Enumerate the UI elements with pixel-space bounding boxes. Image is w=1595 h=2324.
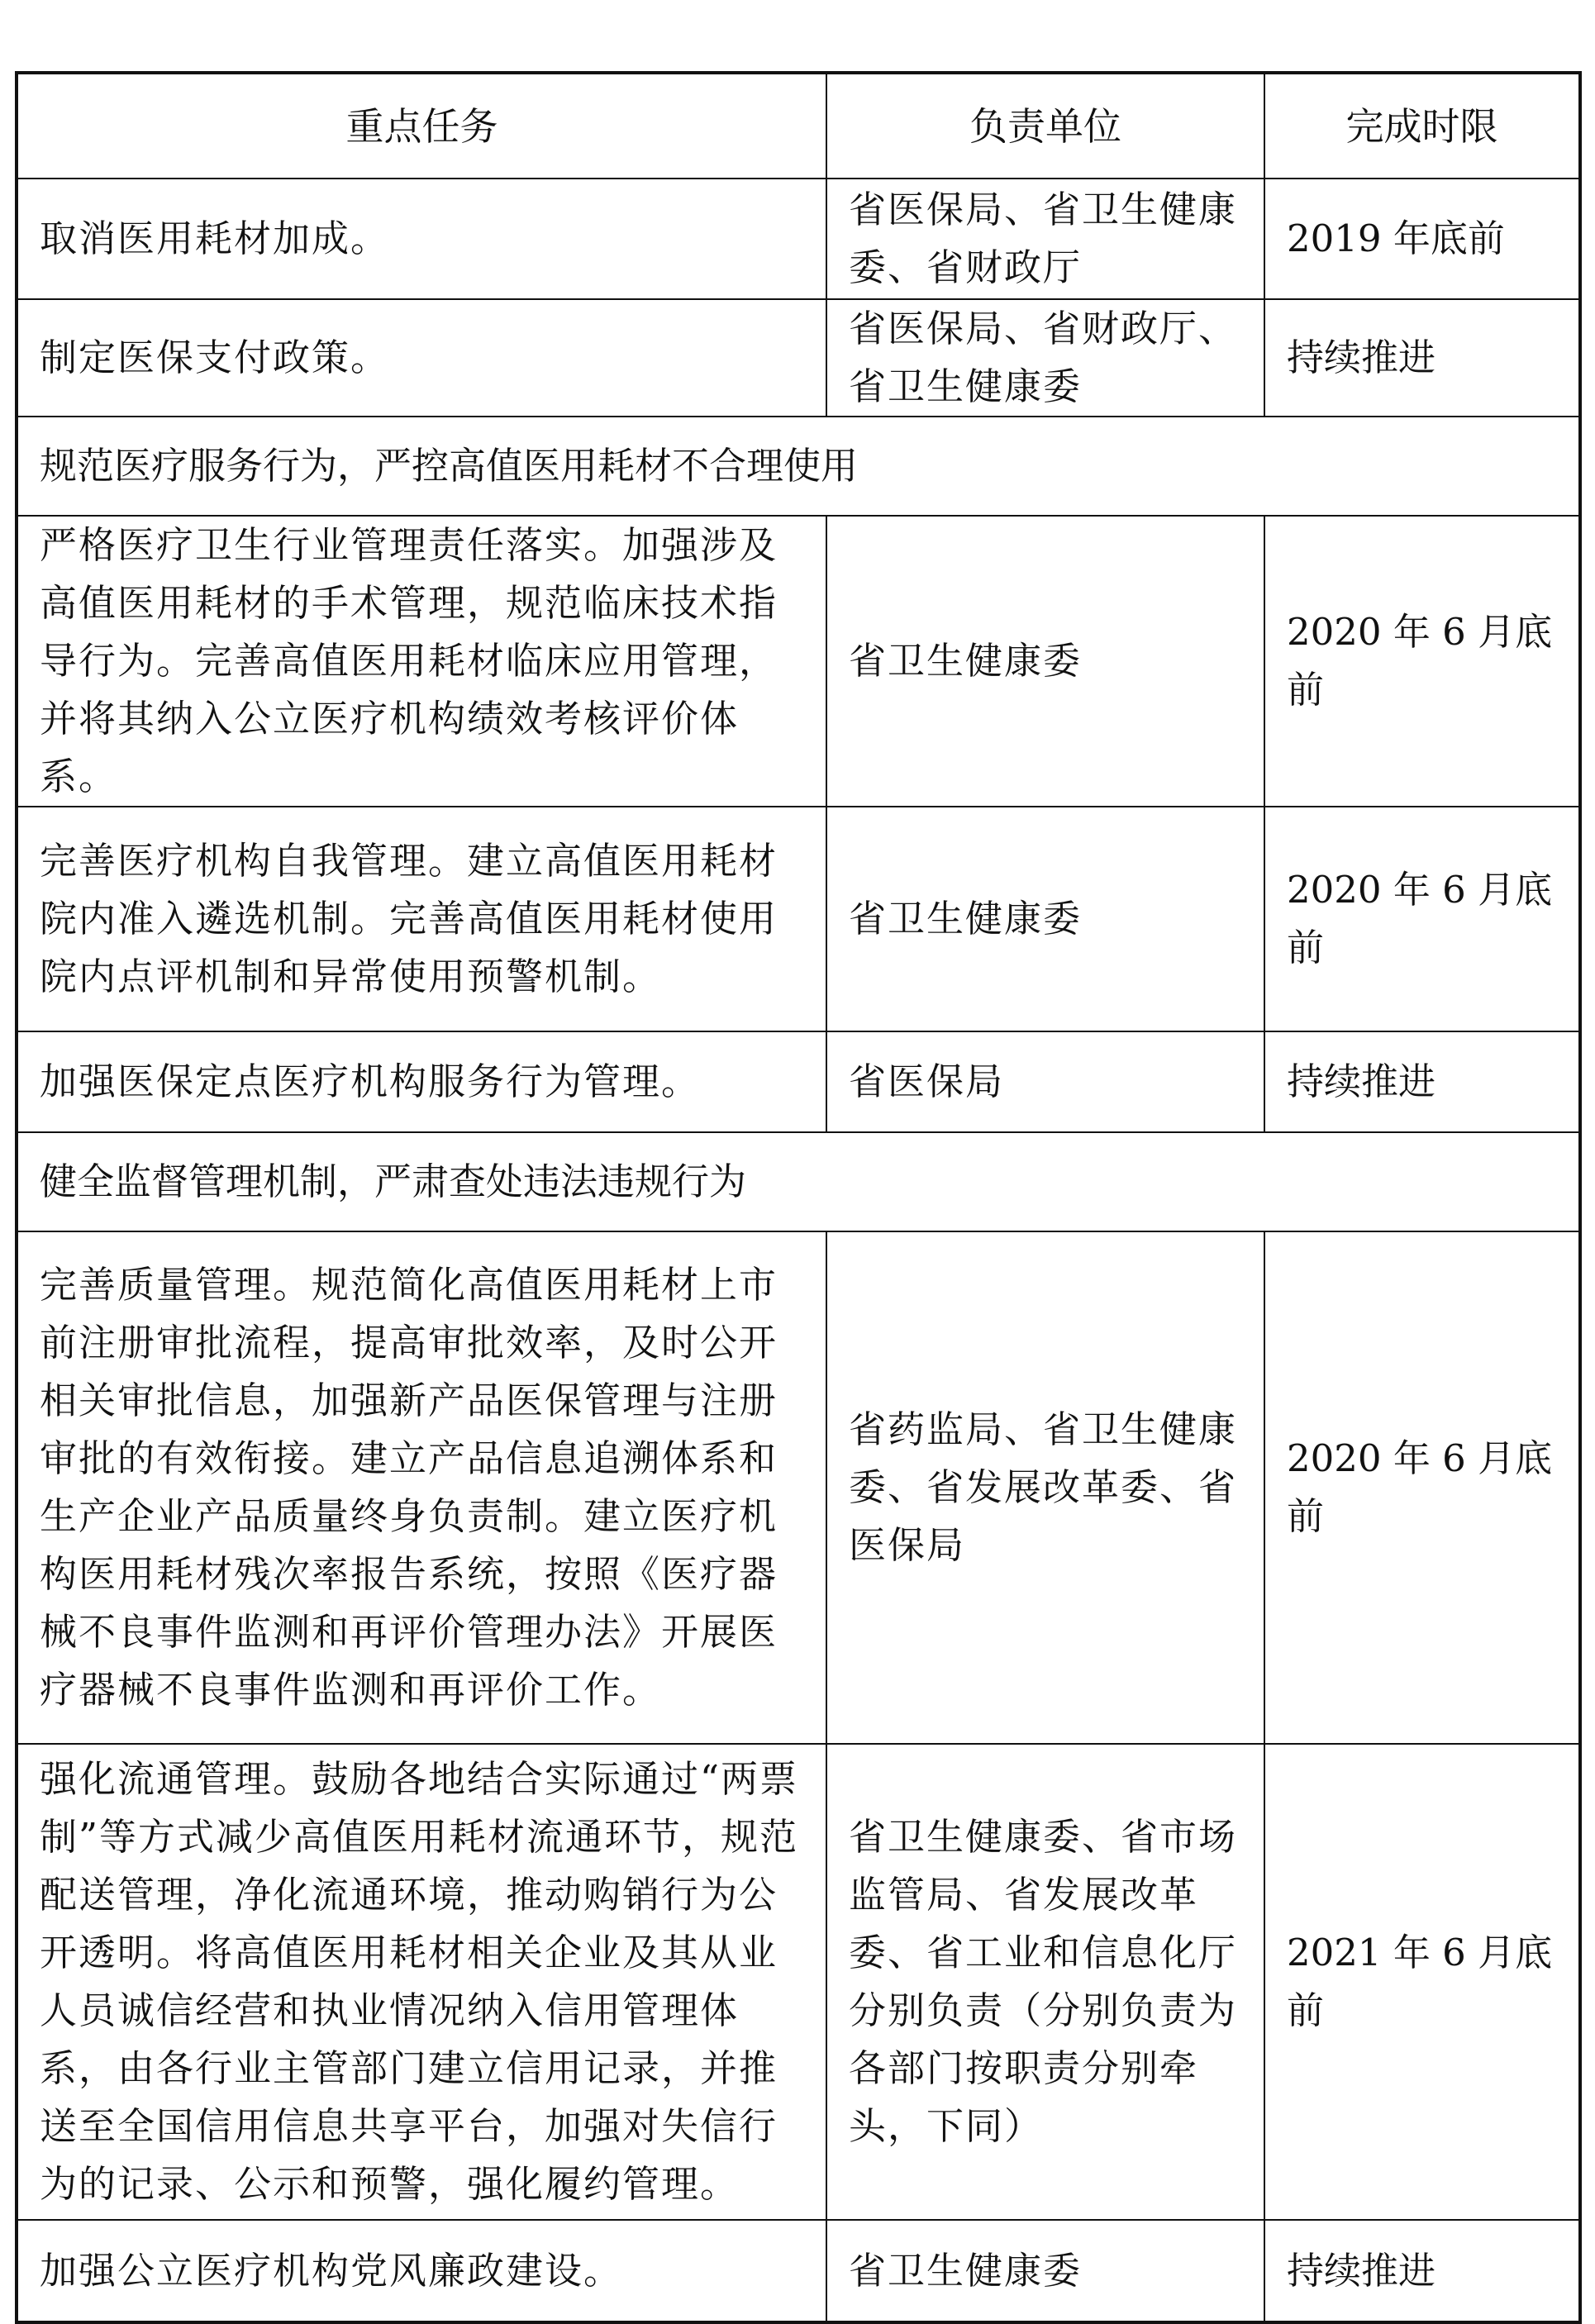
deadline-cell: 持续推进 (1264, 1031, 1580, 1132)
task-cell: 完善质量管理。规范简化高值医用耗材上市前注册审批流程，提高审批效率，及时公开相关审批信息，加强新产品医保管理与注册审批的有效衔接。建立产品信息追溯体系和生产企业产品质量终身负责制。建立医疗机构医用耗材残次率报告系统，按照《医疗器械不良事件监测和再评价管理办法》开展医疗器械不良事件监测和再评价工作。 (17, 1231, 826, 1744)
unit-cell: 省医保局、省财政厅、省卫生健康委 (826, 299, 1264, 417)
header-task: 重点任务 (17, 73, 826, 179)
task-cell: 加强公立医疗机构党风廉政建设。 (17, 2220, 826, 2322)
unit-cell: 省卫生健康委 (826, 516, 1264, 807)
section-heading: 健全监督管理机制，严肃查处违法违规行为 (17, 1132, 1580, 1231)
unit-cell: 省医保局 (826, 1031, 1264, 1132)
unit-cell: 省卫生健康委、省市场监管局、省发展改革委、省工业和信息化厅分别负责（分别负责为各部门按职责分别牵头，下同） (826, 1744, 1264, 2220)
table-row (17, 1744, 1580, 2220)
table-row (17, 299, 1580, 417)
deadline-cell: 2020 年 6 月底前 (1264, 1231, 1580, 1744)
header-unit: 负责单位 (826, 73, 1264, 179)
table-row (17, 1231, 1580, 1744)
table-row (17, 1031, 1580, 1132)
task-cell: 完善医疗机构自我管理。建立高值医用耗材院内准入遴选机制。完善高值医用耗材使用院内点评机制和异常使用预警机制。 (17, 807, 826, 1031)
header-deadline: 完成时限 (1264, 73, 1580, 179)
task-table (15, 71, 1582, 2324)
table-row (17, 179, 1580, 299)
unit-cell: 省药监局、省卫生健康委、省发展改革委、省医保局 (826, 1231, 1264, 1744)
section-row (17, 417, 1580, 516)
task-cell: 制定医保支付政策。 (17, 299, 826, 417)
deadline-cell: 2019 年底前 (1264, 179, 1580, 299)
table-header-row (17, 73, 1580, 179)
task-cell: 取消医用耗材加成。 (17, 179, 826, 299)
task-cell: 严格医疗卫生行业管理责任落实。加强涉及高值医用耗材的手术管理，规范临床技术指导行为。完善高值医用耗材临床应用管理，并将其纳入公立医疗机构绩效考核评价体系。 (17, 516, 826, 807)
table-row (17, 516, 1580, 807)
deadline-cell: 持续推进 (1264, 299, 1580, 417)
task-cell: 强化流通管理。鼓励各地结合实际通过“两票制”等方式减少高值医用耗材流通环节，规范配送管理，净化流通环境，推动购销行为公开透明。将高值医用耗材相关企业及其从业人员诚信经营和执业情况纳入信用管理体系，由各行业主管部门建立信用记录，并推送至全国信用信息共享平台，加强对失信行为的记录、公示和预警，强化履约管理。 (17, 1744, 826, 2220)
unit-cell: 省卫生健康委 (826, 2220, 1264, 2322)
table-row (17, 807, 1580, 1031)
section-row (17, 1132, 1580, 1231)
deadline-cell: 2020 年 6 月底前 (1264, 807, 1580, 1031)
deadline-cell: 2020 年 6 月底前 (1264, 516, 1580, 807)
unit-cell: 省医保局、省卫生健康委、省财政厅 (826, 179, 1264, 299)
table-row (17, 2220, 1580, 2322)
unit-cell: 省卫生健康委 (826, 807, 1264, 1031)
deadline-cell: 持续推进 (1264, 2220, 1580, 2322)
task-cell: 加强医保定点医疗机构服务行为管理。 (17, 1031, 826, 1132)
deadline-cell: 2021 年 6 月底前 (1264, 1744, 1580, 2220)
section-heading: 规范医疗服务行为，严控高值医用耗材不合理使用 (17, 417, 1580, 516)
